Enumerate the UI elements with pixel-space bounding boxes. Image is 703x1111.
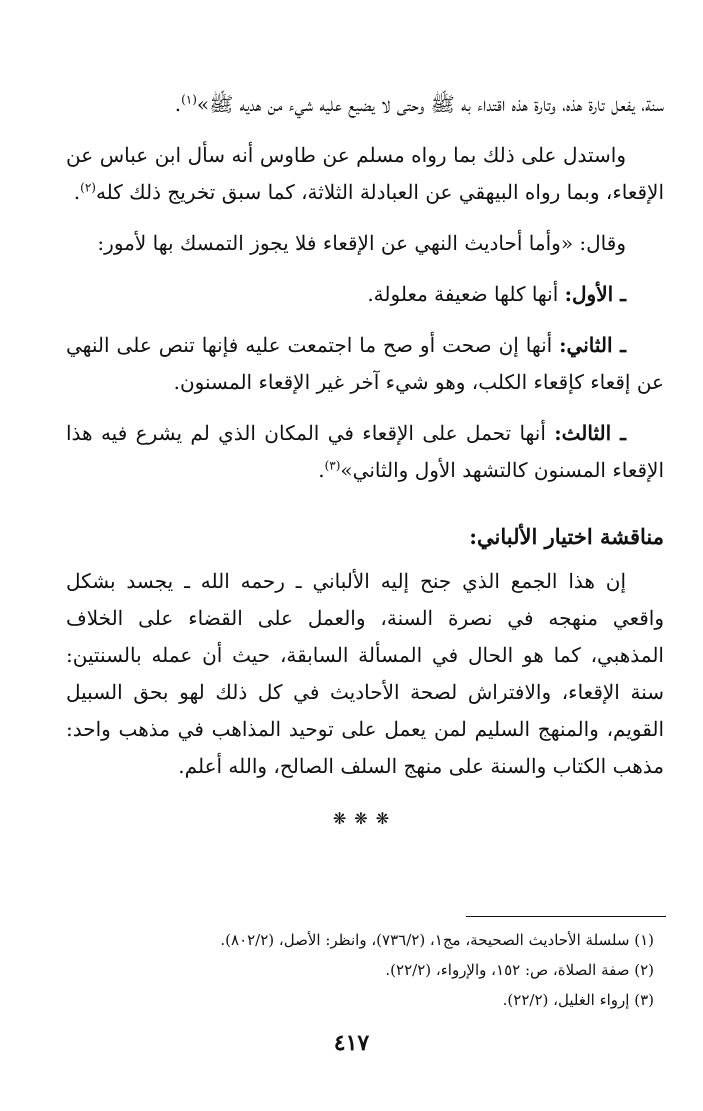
footnote-ref-3[interactable]: (٣): [324, 458, 341, 473]
paragraph-1-end: .: [174, 92, 182, 116]
footnotes: [66, 916, 664, 1015]
list-item-second: [66, 327, 664, 401]
footnote-3: (٣) إرواء الغليل، (٢٢/٢).: [502, 991, 654, 1009]
footnote-1: (١) سلسلة الأحاديث الصحيحة، مج١، (٧٣٦/٢)، وانظر: الأصل، (٨٠٢/٢).: [220, 931, 654, 949]
paragraph-1-text: سنة، يفعل تارة هذه، وتارة هذه اقتداء به ﷺ وحتى لا يضيع عليه شيء من هديه ﷺ»: [196, 92, 664, 116]
footnote-divider: [466, 916, 666, 917]
list-item-third-lead: ـ الثالث:: [554, 421, 626, 445]
list-item-second-lead: ـ الثاني:: [559, 333, 626, 357]
section-divider-stars: ❋❋❋: [332, 809, 398, 828]
paragraph-2: [66, 137, 664, 211]
page-body: [66, 86, 664, 831]
paragraph-2-end: .: [73, 180, 81, 204]
list-item-third-text: أنها تحمل على الإقعاء في المكان الذي لم يشرع فيه هذا الإقعاء المسنون كالتشهد الأول والثاني»: [66, 421, 664, 482]
list-item-first-text: أنها كلها ضعيفة معلولة.: [367, 282, 565, 306]
section-heading: مناقشة اختيار الألباني:: [469, 524, 664, 549]
list-item-third: [66, 415, 664, 489]
list-item-third-end: .: [318, 458, 325, 482]
paragraph-4: إن هذا الجمع الذي جنح إليه الألباني ـ رحمه الله ـ يجسد بشكل واقعي منهجه في نصرة السنة، والعمل على القضاء على الخلاف المذهبي، كما هو الحال في المسألة السابقة، حيث أن عمله بالسنتين: سنة الإقعاء، والافتراش لصحة الأحاديث في كل ذلك لهو بحق السبيل القويم، والمنهج السليم لمن يعمل على توحيد المذاهب في مذهب واحد: مذهب الكتاب والسنة على منهج السلف الصالح، والله أعلم.: [66, 569, 664, 778]
paragraph-2-text: واستدل على ذلك بما رواه مسلم عن طاوس أنه سأل ابن عباس عن الإقعاء، وبما رواه البيهقي عن العبادلة الثلاثة، كما سبق تخريج ذلك كله: [66, 143, 664, 204]
footnote-ref-2[interactable]: (٢): [80, 180, 96, 195]
paragraph-1: [66, 86, 664, 123]
footnote-2: (٢) صفة الصلاة، ص: ١٥٢، والإرواء، (٢٢/٢).: [385, 961, 654, 979]
footnote-ref-1[interactable]: (١): [181, 92, 197, 107]
list-item-first: [66, 276, 664, 313]
page-number: ٤١٧: [333, 1030, 370, 1056]
list-item-first-lead: ـ الأول:: [564, 282, 626, 306]
list-item-second-text: أنها إن صحت أو صح ما اجتمعت عليه فإنها تنص على النهي عن إقعاء كإقعاء الكلب، وهو شيء آخر غير الإقعاء المسنون.: [66, 333, 664, 394]
paragraph-3: وقال: «وأما أحاديث النهي عن الإقعاء فلا يجوز التمسك بها لأمور:: [97, 231, 626, 255]
